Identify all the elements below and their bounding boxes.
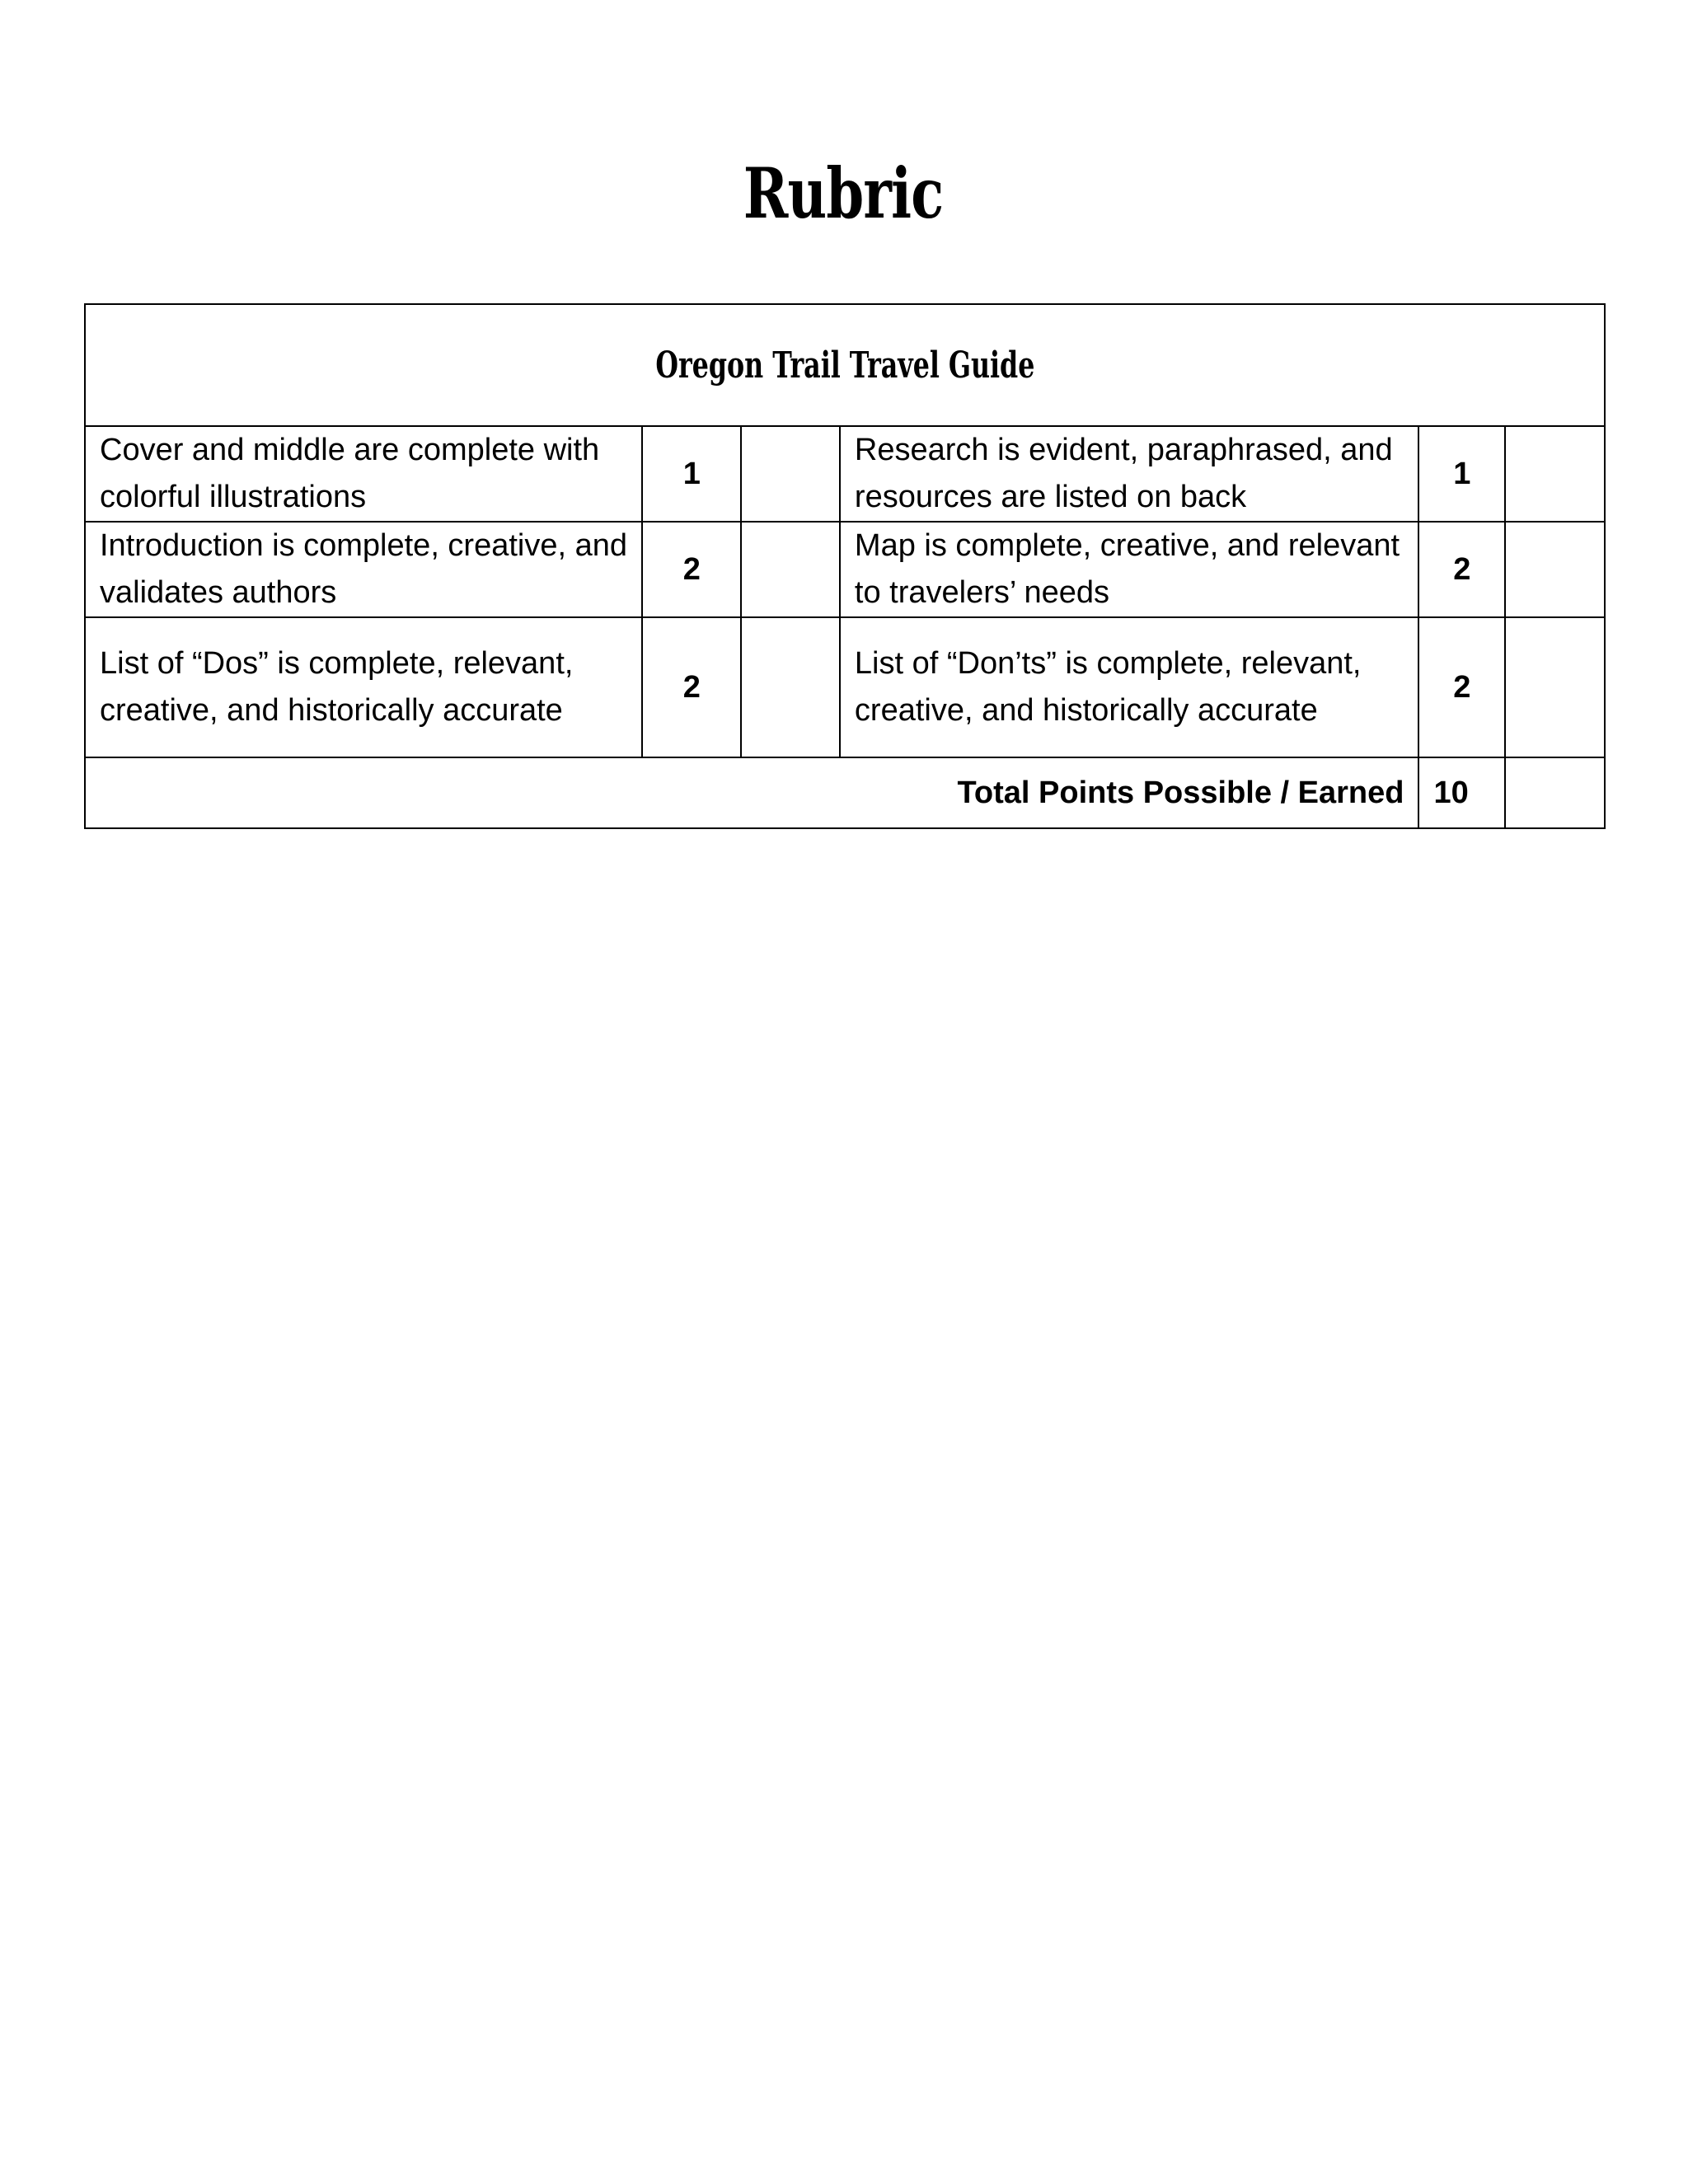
points-possible-introduction: 2 <box>642 522 741 617</box>
rubric-heading-row <box>85 304 1605 426</box>
points-earned-introduction[interactable] <box>741 522 840 617</box>
points-earned-dos[interactable] <box>741 617 840 757</box>
criterion-cover: Cover and middle are complete with colorful illustrations <box>85 426 642 522</box>
criterion-research: Research is evident, paraphrased, and resources are listed on back <box>840 426 1419 522</box>
rubric-heading: Oregon Trail Travel Guide <box>655 344 1034 387</box>
points-possible-research: 1 <box>1418 426 1505 522</box>
total-label: Total Points Possible / Earned <box>85 757 1418 828</box>
table-row <box>85 426 1605 522</box>
points-possible-cover: 1 <box>642 426 741 522</box>
points-earned-map[interactable] <box>1505 522 1605 617</box>
criterion-dos: List of “Dos” is complete, relevant, creative, and historically accurate <box>85 617 642 757</box>
table-row <box>85 617 1605 757</box>
total-points-earned[interactable] <box>1505 757 1605 828</box>
points-possible-donts: 2 <box>1418 617 1505 757</box>
points-earned-donts[interactable] <box>1505 617 1605 757</box>
total-row <box>85 757 1605 828</box>
total-points-possible: 10 <box>1418 757 1505 828</box>
criterion-introduction: Introduction is complete, creative, and validates authors <box>85 522 642 617</box>
rubric-table <box>84 303 1606 829</box>
table-row <box>85 522 1605 617</box>
points-earned-cover[interactable] <box>741 426 840 522</box>
points-possible-dos: 2 <box>642 617 741 757</box>
page-title: Rubric <box>743 152 944 234</box>
rubric-heading-cell <box>85 304 1605 426</box>
criterion-donts: List of “Don’ts” is complete, relevant, creative, and historically accurate <box>840 617 1419 757</box>
points-earned-research[interactable] <box>1505 426 1605 522</box>
points-possible-map: 2 <box>1418 522 1505 617</box>
criterion-map: Map is complete, creative, and relevant to travelers’ needs <box>840 522 1419 617</box>
